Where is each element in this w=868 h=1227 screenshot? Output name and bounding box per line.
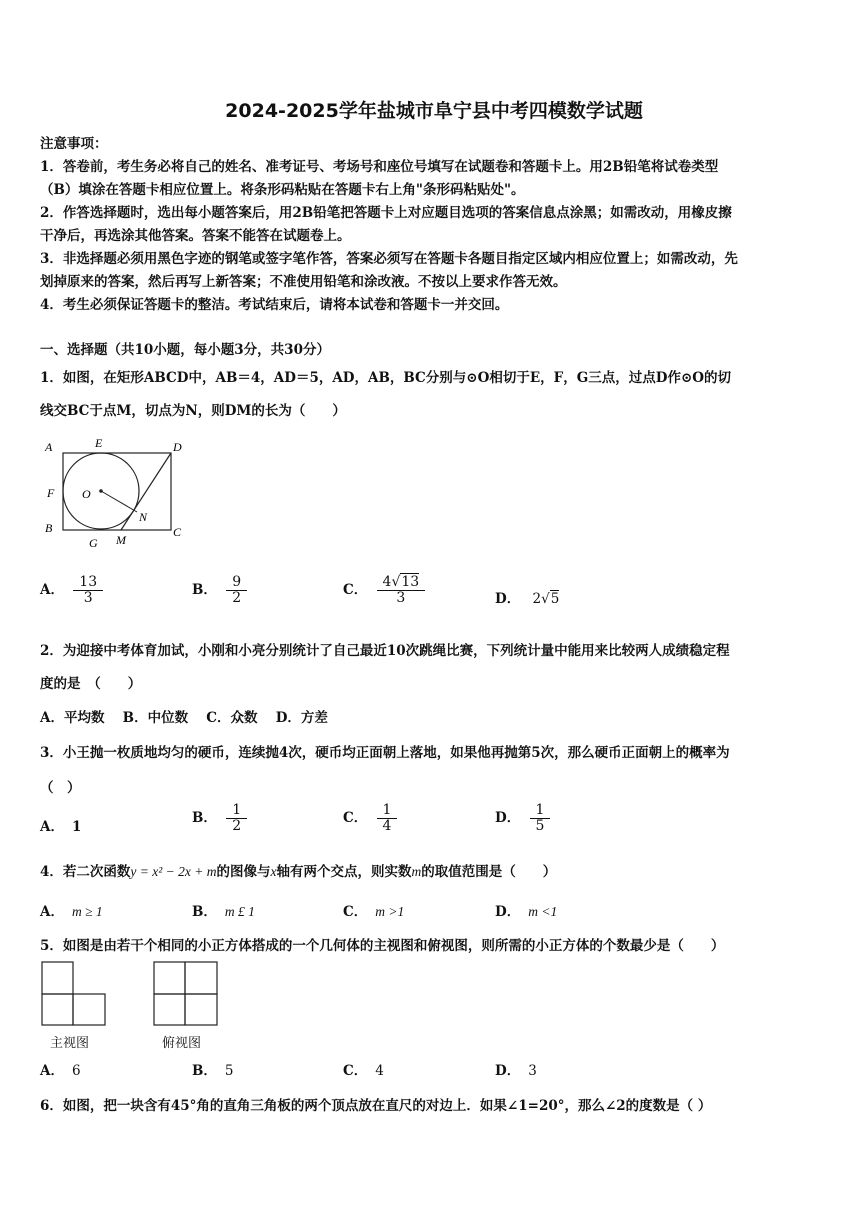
front-view-caption: 主视图 [50, 1036, 90, 1051]
q6-stem: 6．如图，把一块含有45°角的直角三角板的两个顶点放在直尺的对边上．如果∠1=20°，那么∠2的度数是（ ） [40, 1098, 712, 1114]
notes-line: （B）填涂在答题卡相应位置上。将条形码粘贴在答题卡右上角"条形码粘贴处"。 [40, 182, 525, 198]
label-o: O [82, 487, 91, 501]
q5-option-d[interactable]: D． 3 [495, 1063, 537, 1079]
label-b: B [45, 521, 53, 535]
front-view-figure [41, 961, 107, 1027]
q1-option-d[interactable]: D． 2√5 [495, 591, 560, 607]
q4-option-c[interactable]: C． m >1 [343, 904, 405, 920]
q4-option-d[interactable]: D． m <1 [495, 904, 558, 920]
notes-line: 干净后，再选涂其他答案。答案不能答在试题卷上。 [40, 228, 351, 244]
top-view-caption: 俯视图 [162, 1036, 202, 1051]
label-m: M [116, 533, 126, 547]
label-n: N [139, 510, 148, 524]
page-title: 2024-2025学年盐城市阜宁县中考四模数学试题 [225, 100, 643, 122]
q1-stem-line1: 1．如图，在矩形ABCD中，AB＝4，AD＝5，AD，AB，BC分别与⊙O相切于E，F，G三点，过点D作⊙O的切 [40, 370, 732, 386]
q5-option-b[interactable]: B． 5 [192, 1063, 234, 1079]
q2-stem-line2: 度的是 （ ） [40, 676, 142, 692]
q3-option-b[interactable]: B． $\frac{1}{2}$ [192, 803, 244, 833]
q3-option-d[interactable]: D． $\frac{1}{5}$ [495, 803, 547, 833]
notes-line: 3．非选择题必须用黑色字迹的钢笔或签字笔作答，答案必须写在答题卡各题目指定区域内相应位置上；如需改动，先 [40, 251, 738, 267]
q3-option-a[interactable]: A． 1 [40, 819, 82, 835]
notes-line: 4．考生必须保证答题卡的整洁。考试结束后，请将本试卷和答题卡一并交回。 [40, 297, 509, 313]
q2-stem-line1: 2．为迎接中考体育加试，小刚和小亮分别统计了自己最近10次跳绳比赛，下列统计量中能用来比较两人成绩稳定程 [40, 643, 730, 659]
notes-line: 划掉原来的答案，然后再写上新答案；不准使用铅笔和涂改液。不按以上要求作答无效。 [40, 274, 567, 290]
q5-stem: 5．如图是由若干个相同的小正方体搭成的一个几何体的主视图和俯视图，则所需的小正方体的个数最少是（ ） [40, 938, 725, 954]
label-g: G [89, 536, 98, 550]
q5-option-c[interactable]: C． 4 [343, 1063, 384, 1079]
center-dot [99, 489, 103, 493]
q4-formula: y = x² − 2x + m [130, 864, 217, 879]
q3-option-c[interactable]: C． $\frac{1}{4}$ [343, 803, 394, 833]
notes-line: 1．答卷前，考生务必将自己的姓名、准考证号、考场号和座位号填写在试题卷和答题卡上。用2B铅笔将试卷类型 [40, 159, 719, 175]
q4-option-b[interactable]: B． m £ 1 [192, 904, 255, 920]
label-e: E [95, 436, 103, 450]
q1-option-a[interactable]: A． $\frac{13}{3}$ [40, 575, 100, 605]
q1-option-c[interactable]: C． $\frac{4√13}{3}$ [343, 575, 422, 605]
q1-stem-line2: 线交BC于点M，切点为N，则DM的长为（ ） [40, 403, 346, 419]
q1-option-b[interactable]: B． $\frac{9}{2}$ [192, 575, 244, 605]
label-f: F [47, 486, 55, 500]
label-a: A [45, 440, 53, 454]
rectangle-abcd [63, 453, 171, 530]
top-view-figure [153, 961, 219, 1027]
label-c: C [173, 525, 182, 539]
radius-on [101, 491, 137, 512]
q3-stem-line1: 3．小王抛一枚质地均匀的硬币，连续抛4次，硬币均正面朝上落地，如果他再抛第5次，那么硬币正面朝上的概率为 [40, 745, 730, 761]
q4-stem: 4．若二次函数y = x² − 2x + m的图像与x轴有两个交点，则实数m的取值范围是（ ） [40, 864, 557, 880]
label-d: D [173, 440, 182, 454]
q4-option-a[interactable]: A． m ≥ 1 [40, 904, 103, 920]
notes-line: 2．作答选择题时，选出每小题答案后，用2B铅笔把答题卡上对应题目选项的答案信息点涂黑；如需改动，用橡皮擦 [40, 205, 732, 221]
q2-options[interactable]: A．平均数 B．中位数 C．众数 D．方差 [40, 710, 328, 726]
q1-figure [40, 432, 200, 554]
section-heading: 一、选择题（共10小题，每小题3分，共30分） [40, 342, 330, 358]
q5-option-a[interactable]: A． 6 [40, 1063, 81, 1079]
q3-stem-line2: （ ） [40, 780, 81, 796]
notes-heading: 注意事项： [40, 136, 108, 152]
